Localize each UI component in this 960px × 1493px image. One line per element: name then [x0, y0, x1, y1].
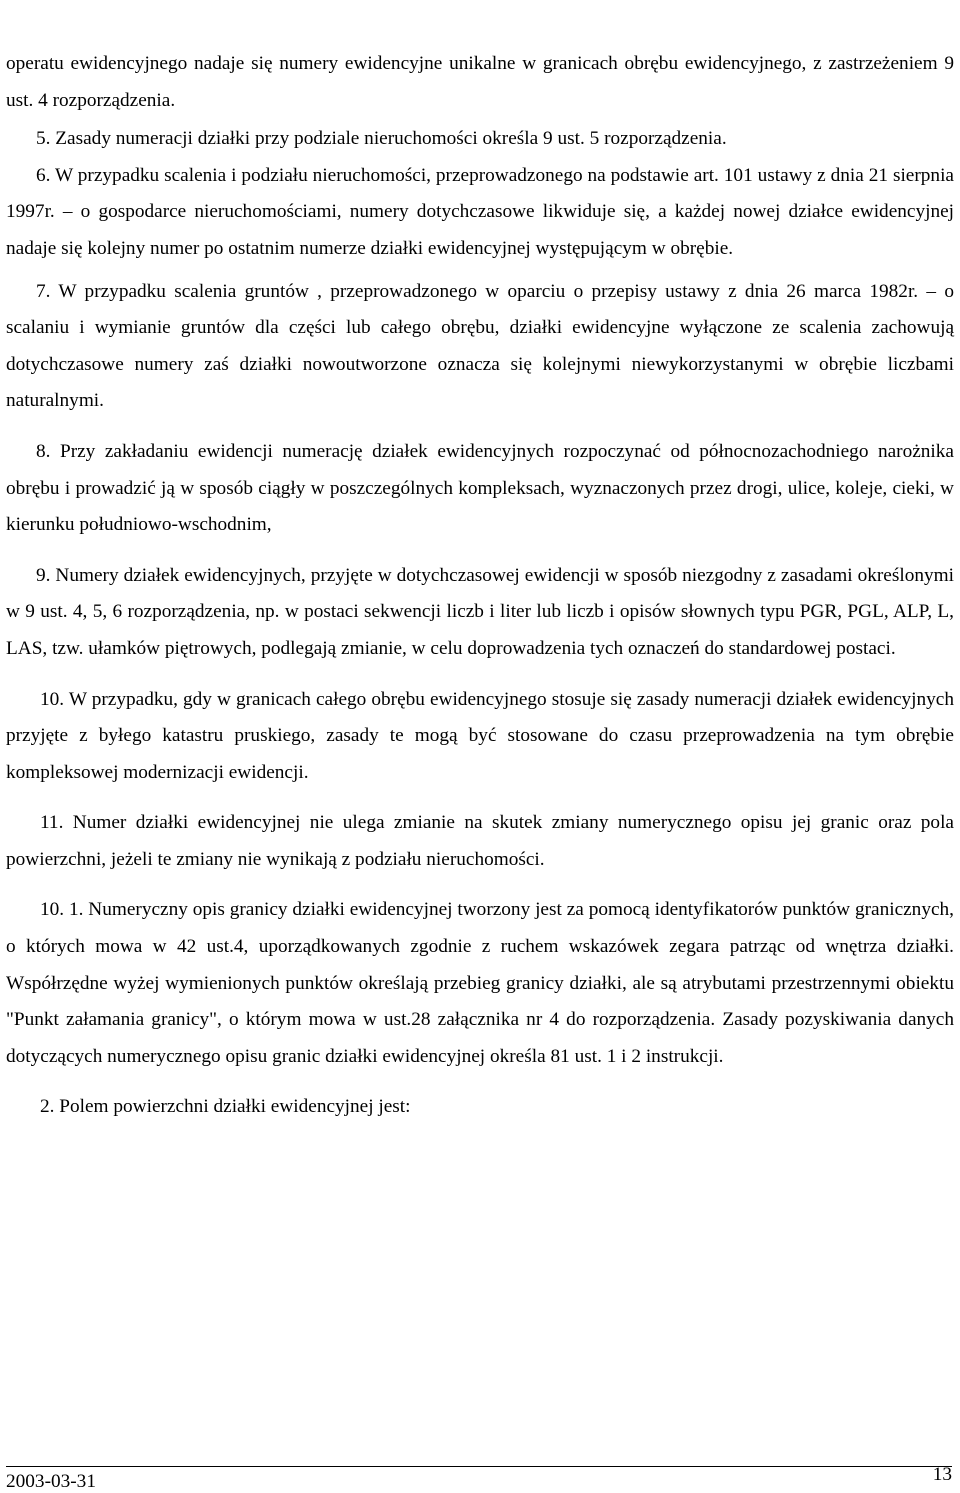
paragraph-11: 11. Numer działki ewidencyjnej nie ulega zmianie na skutek zmiany numerycznego opisu jej granic oraz pola powierzchni, jeżeli te zmiany nie wynikają z podziału nieruchomości.: [6, 812, 954, 870]
section-10-paragraph-1: 10. 1. Numeryczny opis granicy działki ewidencyjnej tworzony jest za pomocą identyfikatorów punktów granicznych, o których mowa w 42 ust.4, uporządkowanych zgodnie z ruchem wskazówek zegara patrząc od wnętrza działki. Współrzędne wyżej wymienionych punktów określają przebieg granicy działki, ale są atrybutami przestrzennymi obiektu "Punkt załamania granicy", o którym mowa w ust.28 załącznika nr 4 do rozporządzenia. Zasady pozyskiwania danych dotyczących numerycznego opisu granic działki ewidencyjnej określa 81 ust. 1 i 2 instrukcji.: [6, 899, 954, 1067]
paragraph-10: 10. W przypadku, gdy w granicach całego obrębu ewidencyjnego stosuje się zasady numeracji działek ewidencyjnych przyjęte z byłego katastru pruskiego, zasady te mogą być stosowane do czasu przeprowadzenia na tym obrębie kompleksowej modernizacji ewidencji.: [6, 688, 954, 783]
paragraph-continuation: operatu ewidencyjnego nadaje się numery ewidencyjne unikalne w granicach obrębu ewidencyjnego, z zastrzeżeniem 9 ust. 4 rozporządzenia.: [6, 53, 954, 111]
footer-date: 2003-03-31: [6, 1471, 96, 1492]
paragraph-5: 5. Zasady numeracji działki przy podziale nieruchomości określa 9 ust. 5 rozporządzenia.: [36, 128, 727, 150]
document-body: [6, 46, 954, 1126]
footer-divider: [6, 1466, 952, 1467]
paragraph-8: 8. Przy zakładaniu ewidencji numerację działek ewidencyjnych rozpoczynać od północnozachodniego narożnika obrębu i prowadzić ją w sposób ciągły w poszczególnych kompleksach, wyznaczonych przez drogi, ulice, koleje, cieki, w kierunku południowo-wschodnim,: [6, 440, 954, 536]
section-10-paragraph-2: 2. Polem powierzchni działki ewidencyjnej jest:: [40, 1096, 411, 1118]
paragraph-6: 6. W przypadku scalenia i podziału nieruchomości, przeprowadzonego na podstawie art. 101 ustawy z dnia 21 sierpnia 1997r. – o gospodarce nieruchomościami, numery dotychczasowe likwiduje się, a każdej nowej działce ewidencyjnej nadaje się kolejny numer po ostatnim numerze działki ewidencyjnej występującym w obrębie.: [6, 164, 954, 259]
page-number: 13: [932, 1464, 952, 1485]
paragraph-9: 9. Numery działek ewidencyjnych, przyjęte w dotychczasowej ewidencji w sposób niezgodny z zasadami określonymi w 9 ust. 4, 5, 6 rozporządzenia, np. w postaci sekwencji liczb i liter lub liczb i opisów słownych typu PGR, PGL, ALP, L, LAS, tzw. ułamków piętrowych, podlegają zmianie, w celu doprowadzenia tych oznaczeń do standardowej postaci.: [6, 564, 954, 659]
paragraph-7: 7. W przypadku scalenia gruntów , przeprowadzonego w oparciu o przepisy ustawy z dnia 26 marca 1982r. – o scalaniu i wymianie gruntów dla części lub całego obrębu, działki ewidencyjne wyłączone ze scalenia zachowują dotychczasowe numery zaś działki nowoutworzone oznacza się kolejnymi niewykorzystanymi w obrębie liczbami naturalnymi.: [6, 280, 954, 412]
